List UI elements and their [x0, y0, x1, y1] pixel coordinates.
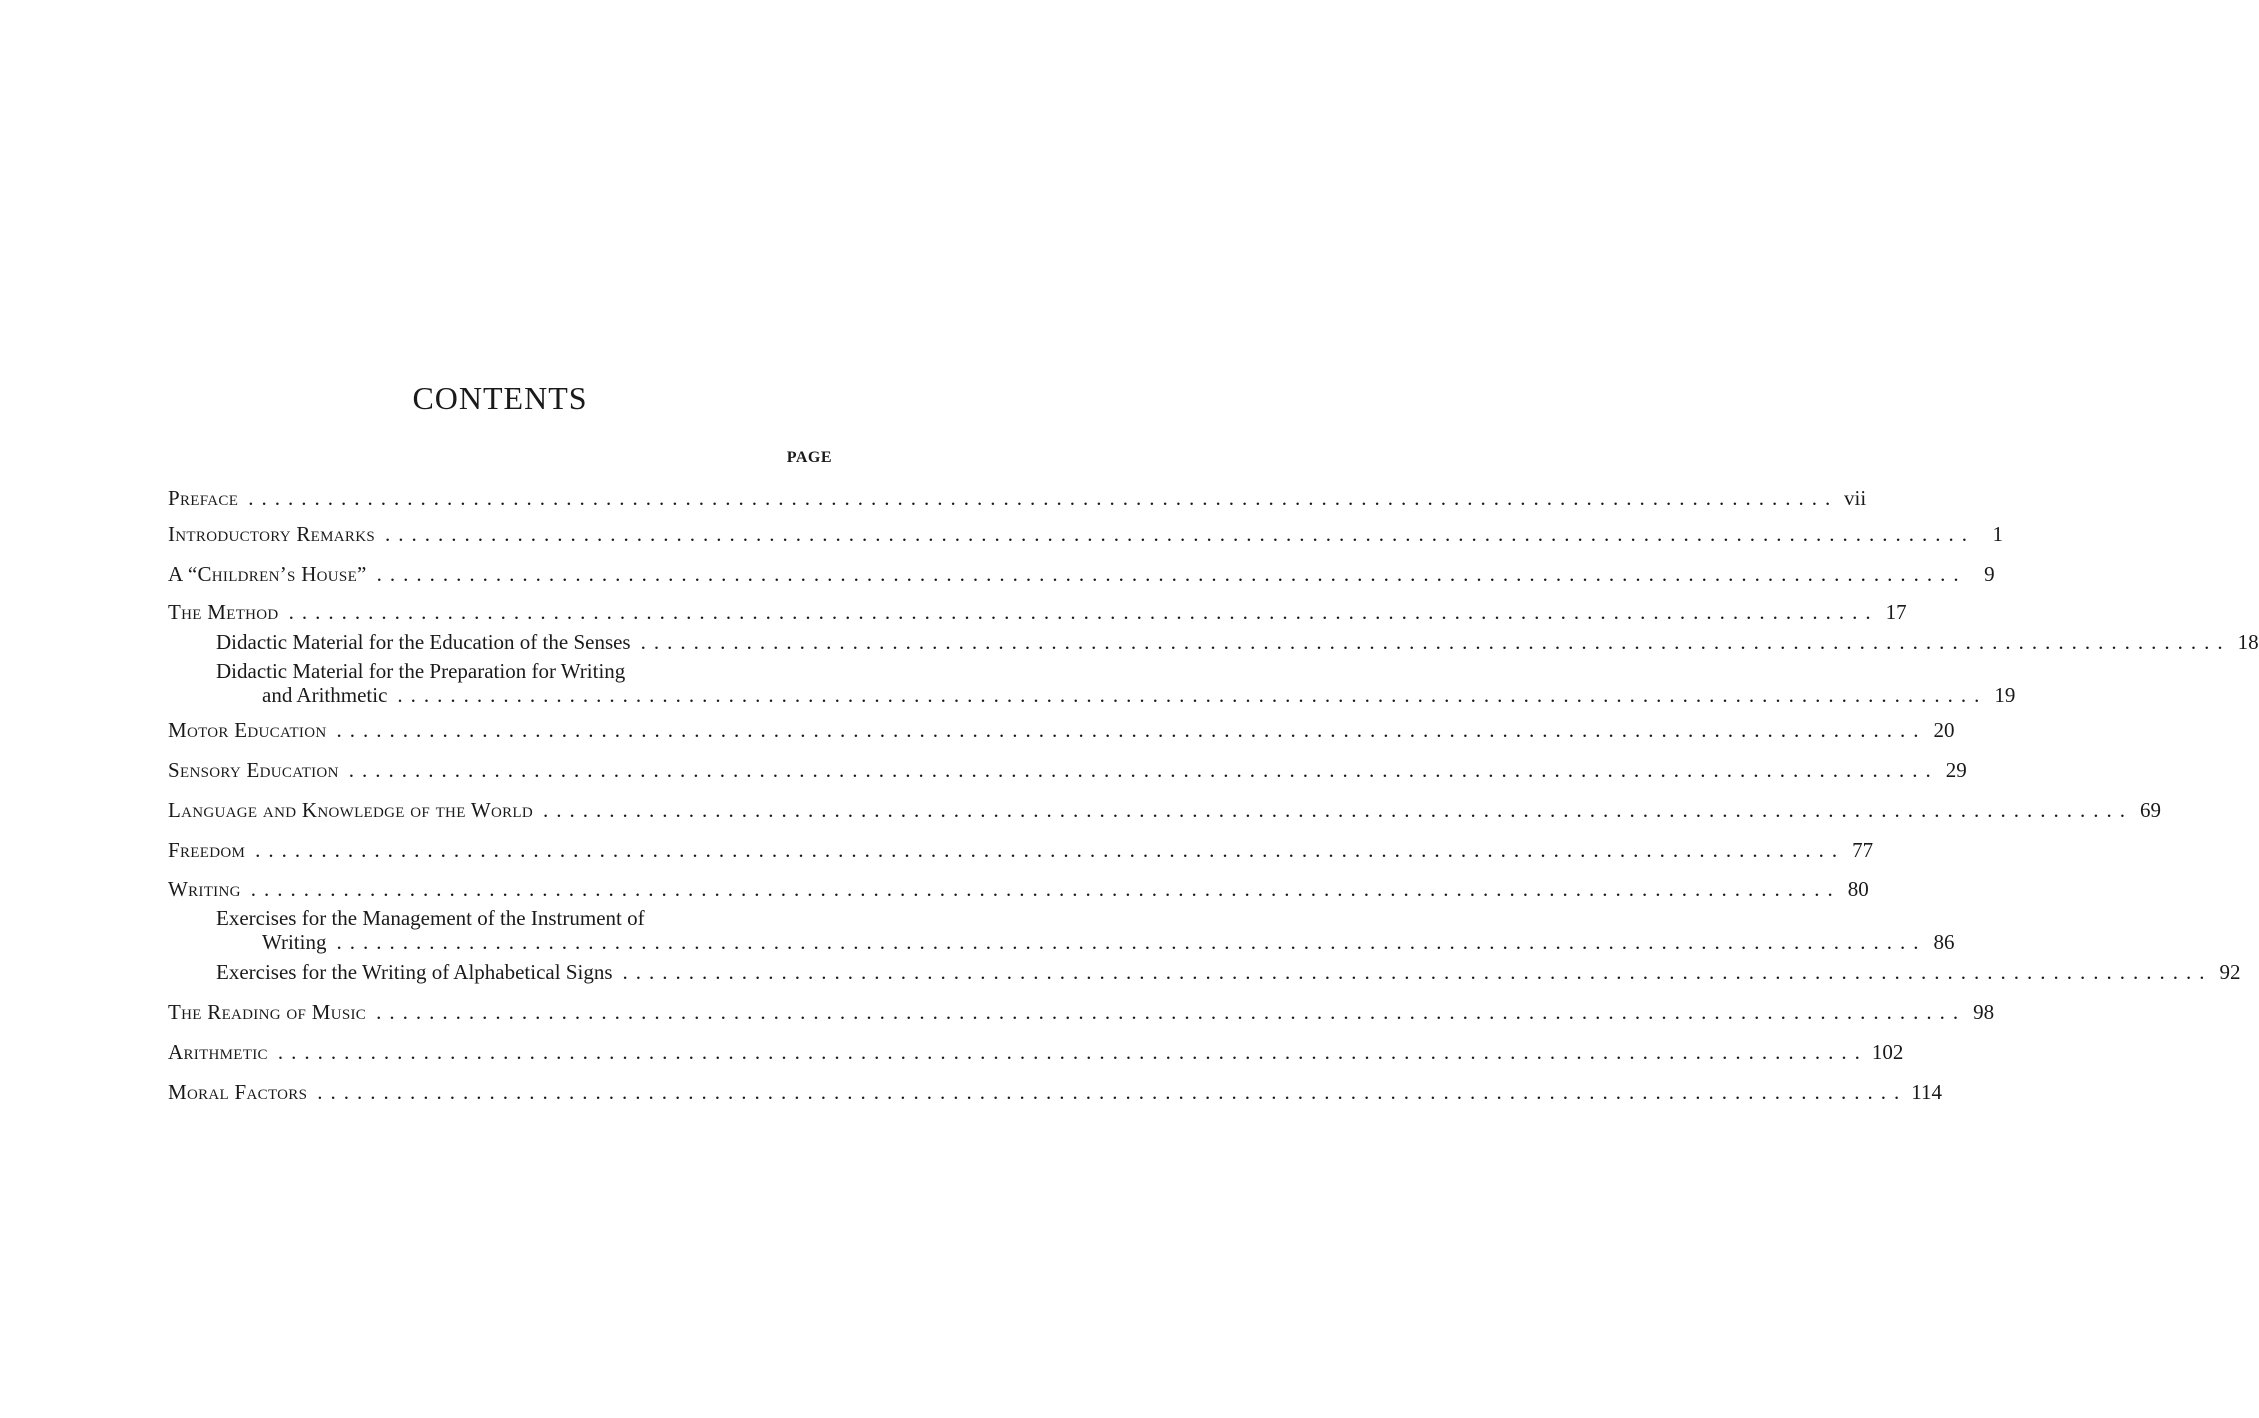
leader-dots: ........................................................................................................................ — [255, 838, 1846, 862]
leader-dots: ........................................................................................................................ — [250, 877, 1841, 901]
leader-dots: ........................................................................................................................ — [336, 930, 1927, 954]
toc-entry-sensory-education[interactable] — [168, 756, 1967, 784]
toc-entry-title: Moral Factors — [168, 1080, 308, 1104]
toc-entry-title-continued: and Arithmetic — [262, 683, 388, 707]
toc-subentry-didactic-writing-title[interactable]: Didactic Material for the Preparation for Writing — [216, 659, 626, 683]
toc-entry-page: 19 — [1994, 683, 2016, 707]
toc-entry-page: 86 — [1933, 930, 1955, 954]
toc-entry-writing[interactable] — [168, 875, 1869, 903]
toc-entry-title-continued: Writing — [262, 930, 327, 954]
toc-entry-title: Exercises for the Writing of Alphabetical Signs — [216, 960, 613, 984]
toc-entry-title: Arithmetic — [168, 1040, 268, 1064]
toc-entry-page: 102 — [1871, 1040, 1904, 1064]
toc-entry-moral-factors[interactable] — [168, 1078, 1942, 1106]
leader-dots: ........................................................................................................................ — [622, 960, 2213, 984]
toc-entry-page: 80 — [1847, 877, 1869, 901]
toc-entry-page: 77 — [1852, 838, 1874, 862]
toc-entry-language-knowledge[interactable] — [168, 796, 2161, 824]
toc-entry-motor-education[interactable] — [168, 716, 1955, 744]
toc-entry-page: vii — [1844, 486, 1867, 510]
toc-entry-page: 9 — [1984, 562, 1995, 586]
leader-dots: ........................................................................................................................ — [277, 1040, 1868, 1064]
leader-dots: ........................................................................................................................ — [376, 562, 1967, 586]
leader-dots: ........................................................................................................................ — [348, 758, 1939, 782]
toc-entry-page: 114 — [1911, 1080, 1942, 1104]
toc-entry-page: 18 — [2237, 630, 2259, 654]
leader-dots: ........................................................................................................................ — [397, 683, 1988, 707]
toc-entry-title: Preface — [168, 486, 239, 510]
toc-entry-preface[interactable] — [168, 484, 1867, 512]
toc-entry-title: Writing — [168, 877, 241, 901]
toc-entry-page: 92 — [2219, 960, 2241, 984]
toc-subentry-alphabetical-signs[interactable] — [216, 958, 2241, 986]
leader-dots: ........................................................................................................................ — [640, 630, 2231, 654]
toc-entry-arithmetic[interactable] — [168, 1038, 1904, 1066]
toc-entry-title: Motor Education — [168, 718, 327, 742]
leader-dots: ........................................................................................................................ — [248, 486, 1839, 510]
page-column-label: PAGE — [786, 449, 832, 466]
leader-dots: ........................................................................................................................ — [542, 798, 2133, 822]
leader-dots: ........................................................................................................................ — [317, 1080, 1908, 1104]
toc-entry-title: Didactic Material for the Education of the Senses — [216, 630, 631, 654]
toc-entry-page: 29 — [1945, 758, 1967, 782]
toc-entry-page: 17 — [1885, 600, 1907, 624]
toc-entry-page: 69 — [2139, 798, 2161, 822]
toc-entry-page: 98 — [1973, 1000, 1995, 1024]
toc-entry-page: 1 — [1992, 522, 2003, 546]
leader-dots: ........................................................................................................................ — [288, 600, 1879, 624]
toc-subentry-management[interactable] — [262, 928, 1955, 956]
toc-subentry-didactic-senses[interactable] — [216, 628, 2259, 656]
toc-entry-title: The Reading of Music — [168, 1000, 367, 1024]
page-title: CONTENTS — [412, 380, 588, 416]
toc-entry-title: The Method — [168, 600, 279, 624]
toc-entry-title: Language and Knowledge of the World — [168, 798, 533, 822]
toc-entry-title: Sensory Education — [168, 758, 339, 782]
leader-dots: ........................................................................................................................ — [376, 1000, 1967, 1024]
toc-entry-introductory-remarks[interactable] — [168, 520, 2003, 548]
leader-dots: ........................................................................................................................ — [336, 718, 1927, 742]
leader-dots: ........................................................................................................................ — [385, 522, 1975, 546]
toc-entry-freedom[interactable] — [168, 836, 1874, 864]
toc-entry-title: Introductory Remarks — [168, 522, 375, 546]
toc-subentry-management-title[interactable]: Exercises for the Management of the Instrument of — [216, 906, 645, 930]
toc-entry-title: Freedom — [168, 838, 246, 862]
toc-entry-page: 20 — [1933, 718, 1955, 742]
toc-subentry-didactic-writing[interactable] — [262, 681, 2016, 709]
toc-entry-title: A “Children’s House” — [168, 562, 367, 586]
toc-entry-childrens-house[interactable] — [168, 560, 1995, 588]
toc-entry-reading-of-music[interactable] — [168, 998, 1995, 1026]
toc-entry-the-method[interactable] — [168, 598, 1907, 626]
